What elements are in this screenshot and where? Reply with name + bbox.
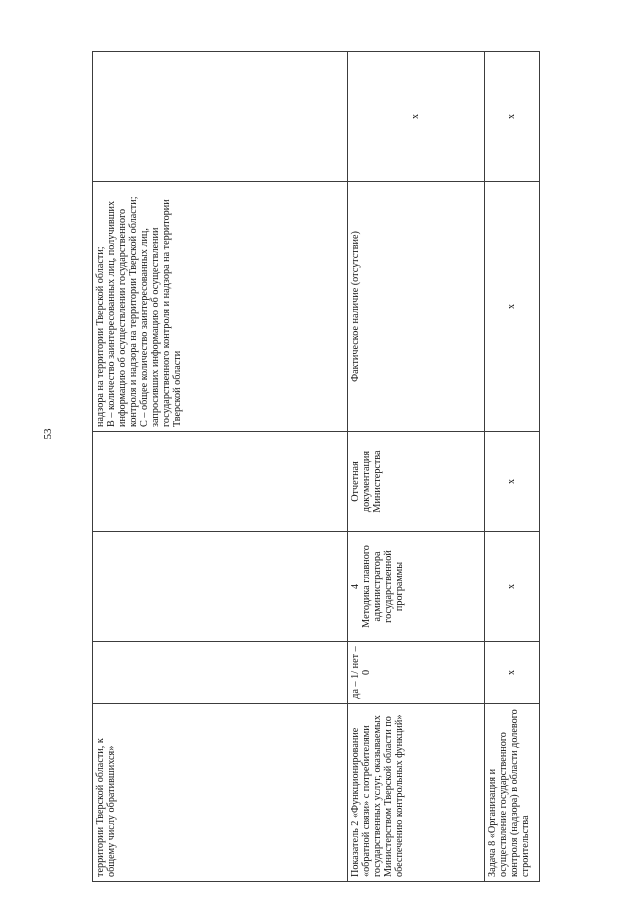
row2-indicator-text: Показатель 2 «Функционирование «обратной связи» с потребителями государственных услуг, оказываемых Министерством Тверской области по обеспечению контрольных функций» — [350, 714, 406, 877]
rotated-table-container — [92, 52, 532, 882]
row2-source-cell: Отчетная документация Министерства — [348, 432, 485, 532]
page-number: 53 — [42, 428, 54, 440]
table-row — [348, 52, 485, 882]
row1-formula-text: надзора на территории Тверской области; B – количество заинтересованных лиц, получивших информацию об осуществлении государственного контроля и надзора на территории Тверской области; C – общее количество заинтересованных лиц, запросивших информацию об осуществлении государственного контроля и надзора на территории Тверской области — [95, 196, 184, 427]
row3-extra-cell: x — [485, 52, 540, 182]
row2-indicator-cell — [348, 704, 485, 882]
row1-unit-cell — [93, 642, 348, 704]
row1-extra-cell — [93, 52, 348, 182]
row3-task-cell — [485, 704, 540, 882]
row3-source-cell: x — [485, 432, 540, 532]
table-row — [485, 52, 540, 882]
row2-method-text: Методика главного администратора государственной программы — [361, 545, 406, 628]
row2-method-number: 4 — [350, 583, 361, 590]
table-row — [93, 52, 348, 882]
row1-indicator-cell — [93, 704, 348, 882]
row3-formula-cell: x — [485, 182, 540, 432]
row3-task-text: Задача 8 «Организация и осуществление государственного контроля (надзора) в области долевого строительства — [487, 709, 532, 877]
row1-indicator-text: территории Тверской области, к общему числу обратившихся» — [95, 738, 118, 877]
row1-formula-cell — [93, 182, 348, 432]
indicators-table — [92, 51, 540, 882]
row3-method-cell: x — [485, 532, 540, 642]
row1-method-cell — [93, 532, 348, 642]
row2-formula-cell: Фактическое наличие (отсутствие) — [348, 182, 485, 432]
row2-unit-cell: да – 1/ нет – 0 — [348, 642, 485, 704]
row3-unit-cell: x — [485, 642, 540, 704]
row1-source-cell — [93, 432, 348, 532]
row2-extra-cell: x — [348, 52, 485, 182]
row2-method-cell — [348, 532, 485, 642]
